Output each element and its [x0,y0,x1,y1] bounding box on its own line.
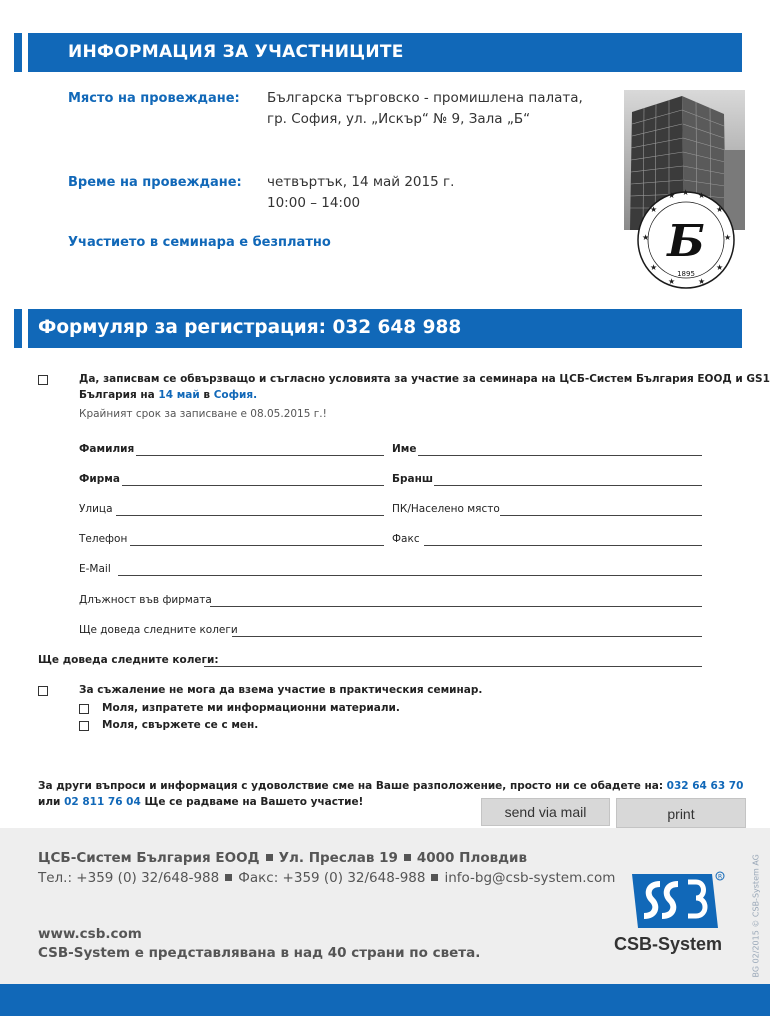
footer-email[interactable]: info-bg@csb-system.com [444,870,616,886]
street-label: Улица [79,503,113,515]
bottom-bar [0,984,770,1016]
separator-square-icon [225,874,232,881]
postcode-city-label: ПК/Населено място [392,503,500,515]
materials-label: Моля, изпратете ми информационни материали. [102,702,400,714]
fax-label: Факс [392,533,420,545]
agree-line2-a: България на [79,389,159,401]
section2-bar-left [14,309,22,348]
footer-street: Ул. Преслав 19 [278,850,398,866]
section2-title: Формуляр за регистрация: 032 648 988 [38,317,462,338]
footer-tagline: CSB-System е представлявана в над 40 страни по света. [38,945,481,961]
agree-line2-b: в [199,389,214,401]
seal-year: 1895 [677,270,695,278]
name-label: Име [392,443,417,455]
csb-logo [612,870,740,960]
agree-line2 [79,389,257,401]
fax-field[interactable] [424,545,702,546]
svg-text:★: ★ [650,205,658,214]
agree-line1: Да, записвам се обвързващо и съгласно условията за участие за семинара на ЦСБ-Систем България ЕООД и GS1 [79,373,770,385]
contact-me-label: Моля, свържете се с мен. [102,719,259,731]
footer-contact-line [38,870,615,886]
seal-letter: Б [667,216,705,267]
branch-field[interactable] [434,485,702,486]
free-note: Участието в семинара е безплатно [68,235,331,250]
section1-bar-left [14,33,22,72]
phone-label: Телефон [79,533,128,545]
svg-text:★: ★ [668,277,676,286]
svg-text:★: ★ [698,277,706,286]
email-label: E-Mail [79,563,111,575]
svg-text:★: ★ [642,233,650,242]
footer-address-line [38,850,527,866]
footer-city: 4000 Пловдив [416,850,528,866]
agree-city: София. [213,389,258,401]
colleagues-label: Ще доведа следните колеги [79,624,238,636]
colleagues-bold-label: Ще доведа следните колеги: [38,654,219,666]
separator-square-icon [404,854,411,861]
decline-checkbox[interactable] [38,686,48,696]
name-field[interactable] [418,455,702,456]
position-field[interactable] [210,606,702,607]
svg-text:★: ★ [724,233,732,242]
agree-date: 14 май [158,389,200,401]
section1-header [28,33,742,72]
surname-label: Фамилия [79,443,135,455]
contact-line2 [38,796,363,808]
contact-phone2: 02 811 76 04 [64,796,141,808]
footer-web[interactable]: www.csb.com [38,926,142,942]
csb-logo-text: CSB-System [614,934,723,954]
company-label: Фирма [79,473,120,485]
email-field[interactable] [118,575,702,576]
footer-vertical-note: BG 02/2015 © CSB-System AG [751,854,761,978]
footer-company: ЦСБ-Систем България ЕООД [38,850,260,866]
footer-tel: Тел.: +359 (0) 32/648-988 [38,870,220,886]
venue-line1: Българска търговско - промишлена палата, [267,90,583,106]
company-field[interactable] [122,485,384,486]
svg-text:★: ★ [698,191,706,200]
time-line2: 10:00 – 14:00 [267,195,361,211]
contact-line2-suffix: Ще се радваме на Вашето участие! [140,796,364,808]
svg-text:★: ★ [650,263,658,272]
svg-text:★: ★ [668,191,676,200]
svg-text:★: ★ [716,205,724,214]
contact-me-checkbox[interactable] [79,721,89,731]
svg-text:R: R [718,873,723,881]
agree-checkbox[interactable] [38,375,48,385]
colleagues-bold-field[interactable] [204,666,702,667]
materials-checkbox[interactable] [79,704,89,714]
contact-line1-text: За други въпроси и информация с удоволствие сме на Ваше разположение, просто ни се обадете на: [38,780,667,792]
position-label: Длъжност във фирмата [79,594,212,606]
section2-header [28,309,742,348]
venue-line2: гр. София, ул. „Искър“ № 9, Зала „Б“ [267,111,531,127]
separator-square-icon [431,874,438,881]
phone-field[interactable] [130,545,384,546]
time-label: Време на провеждане: [68,175,242,190]
print-button[interactable]: print [616,798,746,828]
contact-phone1: 032 64 63 70 [666,780,744,792]
send-via-mail-button[interactable]: send via mail [481,798,610,826]
time-line1: четвъртък, 14 май 2015 г. [267,174,455,190]
branch-label: Бранш [392,473,434,485]
surname-field[interactable] [136,455,384,456]
separator-square-icon [266,854,273,861]
contact-line2-prefix: или [38,796,65,808]
decline-label: За съжаление не мога да взема участие в практическия семинар. [79,684,483,696]
postcode-city-field[interactable] [500,515,702,516]
footer-fax: Факс: +359 (0) 32/648-988 [238,870,426,886]
street-field[interactable] [116,515,384,516]
svg-text:★: ★ [682,188,690,197]
footer [0,828,770,992]
contact-line1 [38,780,743,792]
deadline-note: Крайният срок за записване е 08.05.2015 г.! [79,408,327,420]
section1-title: ИНФОРМАЦИЯ ЗА УЧАСТНИЦИТЕ [68,42,404,62]
svg-text:★: ★ [716,263,724,272]
venue-label: Място на провеждане: [68,91,240,106]
colleagues-field[interactable] [232,636,702,637]
building-photo [624,90,745,290]
